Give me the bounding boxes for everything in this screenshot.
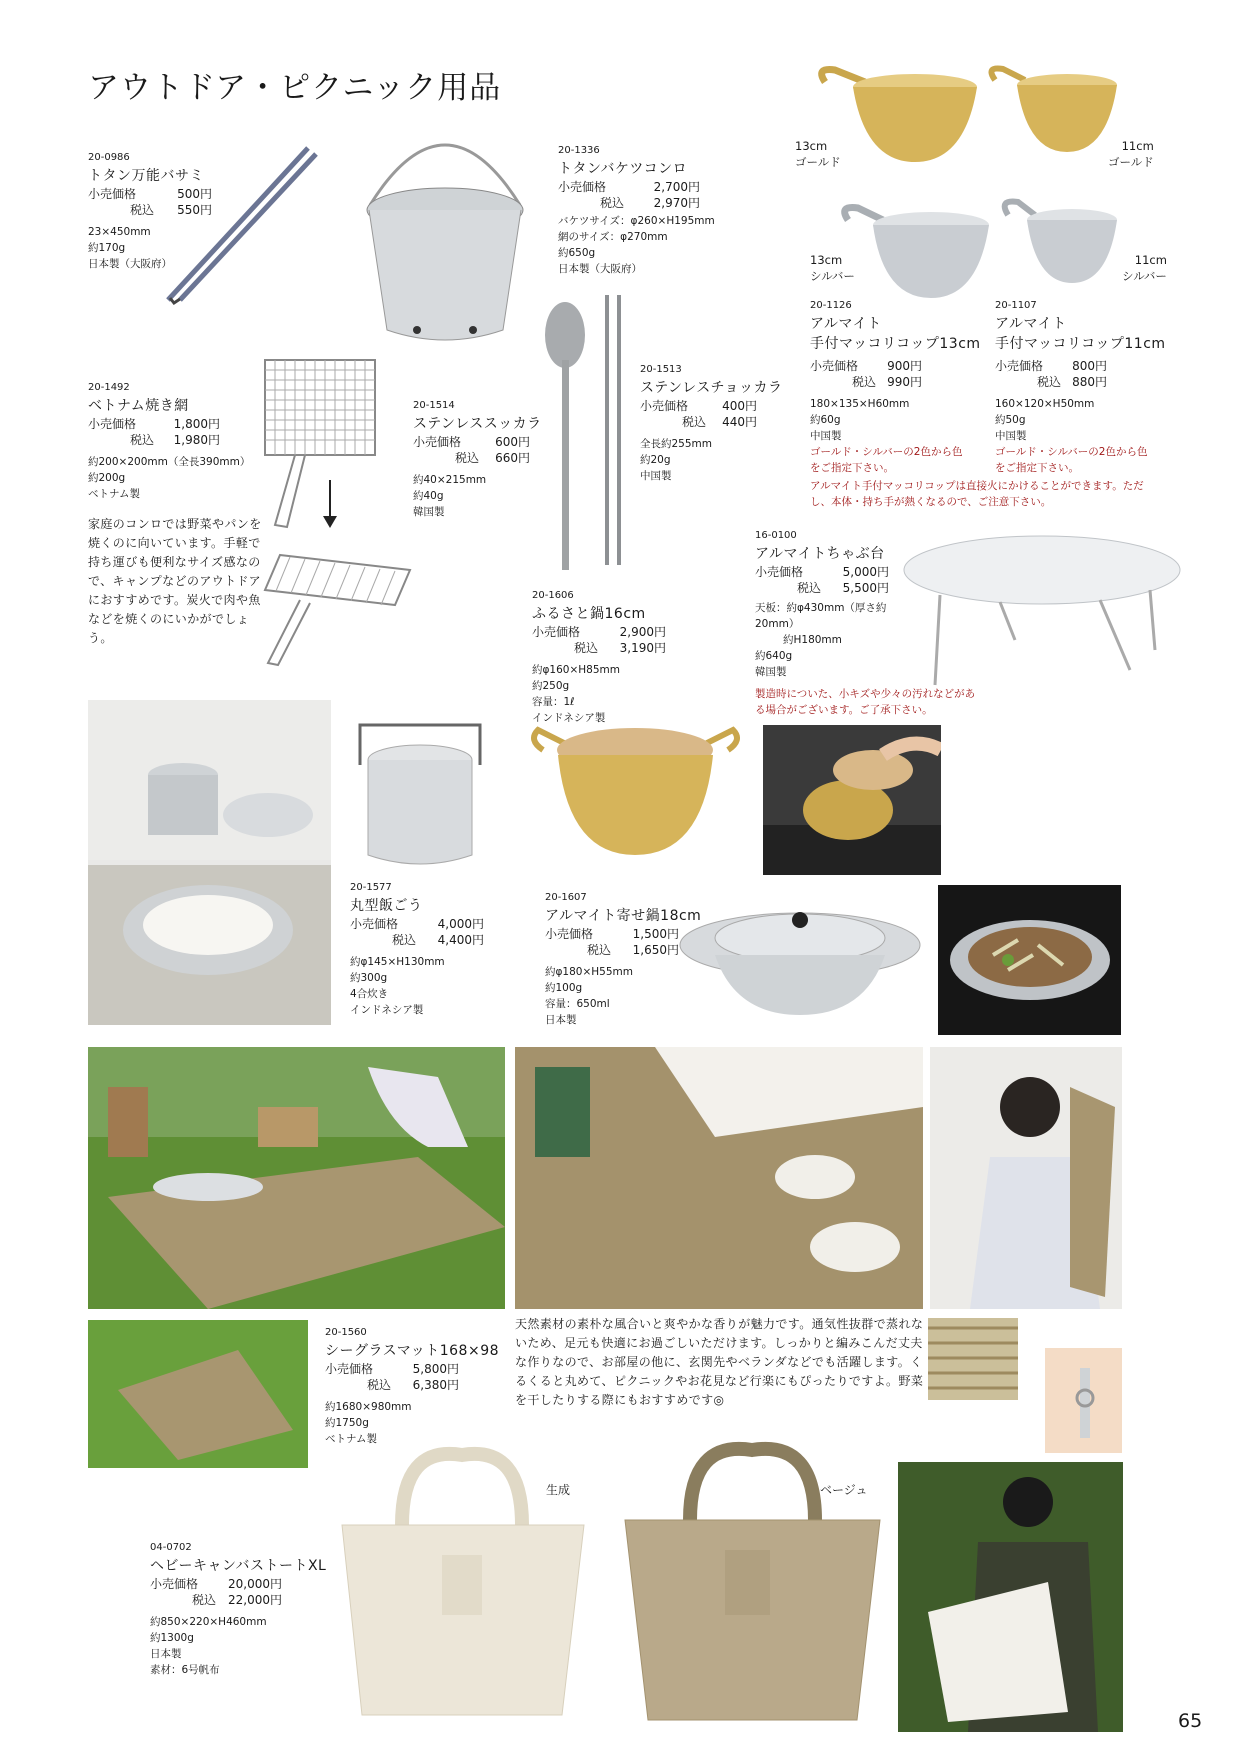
tax-price: 22,000円: [228, 1593, 282, 1607]
spec-weight: 約60g: [810, 414, 841, 426]
chopsticks-photo: [600, 295, 628, 570]
tax-price: 880円: [1072, 375, 1107, 389]
spec-origin: ベトナム製: [88, 488, 140, 500]
yosenabe-info: [545, 890, 725, 1028]
product-name-line1: アルマイト: [995, 316, 1067, 332]
tax-label: 税込: [599, 196, 624, 210]
spec-bucket-size: バケツサイズ：φ260×H195mm: [558, 215, 715, 227]
tote-info: [150, 1540, 330, 1678]
grill-net-description: 家庭のコンロでは野菜やパンを焼くのに向いています。手軽で持ち運びも便利なサイズ感なので、キャンプなどのアウトドアにおすすめです。炭火で肉や魚などを焼くのにいかがでしょう。: [88, 517, 262, 645]
chopsticks-info: [640, 362, 810, 484]
spec-weight: 約640g: [755, 650, 793, 662]
tax-label: 税込: [586, 943, 611, 957]
spec-weight: 約20g: [640, 454, 671, 466]
tax-price: 550円: [177, 203, 212, 217]
retail-label: 小売価格: [545, 927, 594, 941]
retail-price: 400円: [722, 399, 757, 413]
spec-weight: 約1300g: [150, 1632, 194, 1644]
spec-size: 23×450mm: [88, 226, 151, 238]
tax-label: 税込: [129, 203, 154, 217]
product-name: ベトナム焼き網: [88, 398, 189, 414]
tax-price: 1,650円: [632, 943, 679, 957]
mat-on-grass-photo: [88, 1320, 308, 1468]
spec-origin: 日本製（大阪府）: [88, 258, 172, 270]
spec-material: 素材：6号帆布: [150, 1664, 220, 1676]
retail-price: 4,000円: [437, 917, 484, 931]
retail-price: 2,900円: [619, 625, 666, 639]
cup-gold13-label: 13cm ゴールド: [795, 139, 841, 169]
spec-length: 全長約255mm: [640, 438, 712, 450]
product-name: トタンバケツコンロ: [558, 161, 688, 177]
gold-cup-11-photo: [975, 62, 1120, 162]
tax-label: 税込: [573, 641, 598, 655]
product-name: 丸型飯ごう: [350, 898, 423, 914]
retail-label: 小売価格: [413, 435, 462, 449]
product-code: 20-1492: [88, 382, 130, 393]
retail-label: 小売価格: [88, 187, 137, 201]
chabudai-info: [755, 528, 976, 718]
cup11-info: [995, 298, 1175, 476]
product-name: ステンレスチョッカラ: [640, 380, 783, 396]
product-name: ふるさと鍋16cm: [532, 606, 646, 622]
bucket-info: [558, 143, 758, 277]
spec-origin: 日本製: [150, 1648, 182, 1660]
hango-lifestyle-photo: [88, 700, 331, 1025]
cup-gold11-label: 11cm ゴールド: [1108, 139, 1154, 169]
grill-net-closed-photo: [260, 545, 420, 670]
spec-size: 約40×215mm: [413, 474, 487, 486]
retail-label: 小売価格: [755, 565, 804, 579]
spec-origin: 中国製: [640, 470, 672, 482]
product-code: 20-1607: [545, 892, 587, 903]
silver-cup-11-photo: [990, 195, 1120, 290]
retail-label: 小売価格: [88, 417, 137, 431]
cup-silver11-label: 11cm シルバー: [1122, 253, 1167, 283]
spec-capacity: 容量：1ℓ: [532, 696, 575, 708]
spec-weight: 約250g: [532, 680, 570, 692]
picnic-scene-photo: [88, 1047, 505, 1309]
spec-size: 約φ180×H55mm: [545, 966, 633, 978]
retail-label: 小売価格: [532, 625, 581, 639]
hango-info: [350, 880, 520, 1018]
spec-origin: 日本製（大阪府）: [558, 263, 642, 275]
spec-net-size: 網のサイズ：φ270mm: [558, 231, 668, 243]
page-number: 65: [1178, 1710, 1203, 1732]
spec-origin: 中国製: [810, 430, 842, 442]
tax-label: 税込: [796, 581, 821, 595]
mat-closeup-photo: [515, 1047, 923, 1309]
spec-weight: 約50g: [995, 414, 1026, 426]
spec-weight: 約650g: [558, 247, 596, 259]
spec-origin: 中国製: [995, 430, 1027, 442]
spec-weight: 約300g: [350, 972, 388, 984]
spec-size: 180×135×H60mm: [810, 398, 910, 410]
tax-price: 5,500円: [842, 581, 889, 595]
tax-price: 3,190円: [619, 641, 666, 655]
product-code: 20-1514: [413, 400, 455, 411]
product-name: アルマイトちゃぶ台: [755, 546, 885, 562]
retail-label: 小売価格: [325, 1362, 374, 1376]
arrow-down-icon: [320, 480, 340, 530]
tax-price: 1,980円: [173, 433, 220, 447]
spec-origin: インドネシア製: [532, 712, 606, 724]
furusato-lifestyle-photo: [763, 725, 941, 875]
seagrass-mat-description: 天然素材の素朴な風合いと爽やかな香りが魅力です。通気性抜群で蒸れないため、足元も快適にお過ごしいただけます。しっかりと編みこんだ丈夫な作りなので、お部屋の他に、玄関先やベランダなどでも活躍します。くるくると丸めて、ピクニックやお花見など行楽にもぴったりですよ。野菜を干したりする際にもおすすめです◎: [515, 1317, 924, 1407]
spec-origin: 韓国製: [755, 666, 787, 678]
rolled-mat-person-photo: [930, 1047, 1122, 1309]
color-note: ゴールド・シルバーの2色から色をご指定下さい。: [810, 446, 963, 474]
tax-label: 税込: [129, 433, 154, 447]
retail-label: 小売価格: [558, 180, 607, 194]
tongs-info: [88, 150, 268, 272]
spec-weight: 約1750g: [325, 1417, 369, 1429]
page-title: アウトドア・ピクニック用品: [88, 70, 502, 106]
color-note: ゴールド・シルバーの2色から色をご指定下さい。: [995, 446, 1148, 474]
retail-price: 20,000円: [228, 1577, 282, 1591]
tax-price: 4,400円: [437, 933, 484, 947]
spec-weight: 約170g: [88, 242, 126, 254]
spec-size: 160×120×H50mm: [995, 398, 1095, 410]
product-name: トタン万能バサミ: [88, 168, 204, 184]
product-code: 20-1577: [350, 882, 392, 893]
product-code: 16-0100: [755, 530, 797, 541]
retail-label: 小売価格: [640, 399, 689, 413]
hango-product-photo: [350, 705, 490, 875]
cup13-info: [810, 298, 990, 476]
spec-origin: インドネシア製: [350, 1004, 424, 1016]
spec-weight: 約200g: [88, 472, 126, 484]
spec-size: 約φ160×H85mm: [532, 664, 620, 676]
tax-label: 税込: [851, 375, 876, 389]
retail-price: 2,700円: [653, 180, 700, 194]
tax-price: 6,380円: [412, 1378, 459, 1392]
spec-origin: 韓国製: [413, 506, 445, 518]
retail-label: 小売価格: [995, 359, 1044, 373]
tote-color-beige-label: ベージュ: [820, 1483, 868, 1497]
product-name: ヘビーキャンバストートXL: [150, 1558, 327, 1574]
tax-label: 税込: [454, 451, 479, 465]
tax-price: 440円: [722, 415, 757, 429]
tax-price: 660円: [495, 451, 530, 465]
retail-price: 800円: [1072, 359, 1107, 373]
damage-note: 製造時についた、小キズや少々の汚れなどがある場合がございます。ご了承下さい。: [755, 688, 976, 716]
spoon-info: [413, 398, 563, 520]
spec-size: 約1680×980mm: [325, 1401, 412, 1413]
retail-label: 小売価格: [810, 359, 859, 373]
product-code: 04-0702: [150, 1542, 192, 1553]
retail-price: 5,800円: [412, 1362, 459, 1376]
yosenabe-lifestyle-photo: [938, 885, 1121, 1035]
product-code: 20-1560: [325, 1327, 367, 1338]
retail-price: 5,000円: [842, 565, 889, 579]
tax-label: 税込: [681, 415, 706, 429]
spec-size: 約850×220×H460mm: [150, 1616, 267, 1628]
tax-price: 990円: [887, 375, 922, 389]
tax-label: 税込: [191, 1593, 216, 1607]
grill-net-info: [88, 380, 268, 502]
product-name: ステンレススッカラ: [413, 416, 542, 432]
retail-label: 小売価格: [350, 917, 399, 931]
spec-size: 約200×200mm（全長390mm）: [88, 456, 251, 468]
cup-silver13-label: 13cm シルバー: [810, 253, 855, 283]
retail-price: 1,500円: [632, 927, 679, 941]
product-name-line2: 手付マッコリコップ13cm: [810, 336, 981, 352]
tote-color-natural-label: 生成: [546, 1483, 571, 1497]
retail-price: 500円: [177, 187, 212, 201]
retail-price: 1,800円: [173, 417, 220, 431]
spec-origin: 日本製: [545, 1014, 577, 1026]
product-code: 20-1606: [532, 590, 574, 601]
product-name-line1: アルマイト: [810, 316, 882, 332]
seagrass-mat-info: [325, 1325, 525, 1447]
product-name-line2: 手付マッコリコップ11cm: [995, 336, 1166, 352]
spec-size: 約φ145×H130mm: [350, 956, 445, 968]
spec-capacity: 容量：650ml: [545, 998, 610, 1010]
tax-price: 2,970円: [653, 196, 700, 210]
retail-price: 900円: [887, 359, 922, 373]
spec-height: 約H180mm: [783, 634, 842, 646]
tax-label: 税込: [391, 933, 416, 947]
product-code: 20-1107: [995, 300, 1037, 311]
product-name: アルマイト寄せ鍋18cm: [545, 908, 702, 924]
mat-texture-photo: [928, 1318, 1018, 1400]
tax-label: 税込: [1036, 375, 1061, 389]
spec-weight: 約40g: [413, 490, 444, 502]
retail-price: 600円: [495, 435, 530, 449]
cup-fire-warning: アルマイト手付マッコリコップは直接火にかけることができます。ただし、本体・持ち手が熱くなるので、ご注意下さい。: [810, 480, 1144, 508]
tote-model-photo: [898, 1462, 1123, 1732]
tax-label: 税込: [366, 1378, 391, 1392]
retail-label: 小売価格: [150, 1577, 199, 1591]
product-name: シーグラスマット168×98: [325, 1343, 500, 1359]
spec-capacity: 4合炊き: [350, 988, 389, 1000]
furusato-pot-info: [532, 588, 702, 726]
product-code: 20-1336: [558, 145, 600, 156]
spec-top: 天板：約φ430mm（厚さ約20mm）: [755, 602, 887, 630]
product-code: 20-1513: [640, 364, 682, 375]
spec-weight: 約100g: [545, 982, 583, 994]
product-code: 20-0986: [88, 152, 130, 163]
tote-clasp-photo: [1045, 1348, 1122, 1453]
bucket-stove-photo: [355, 115, 535, 350]
spec-origin: ベトナム製: [325, 1433, 377, 1445]
product-code: 20-1126: [810, 300, 852, 311]
furusato-pot-photo: [528, 705, 743, 865]
